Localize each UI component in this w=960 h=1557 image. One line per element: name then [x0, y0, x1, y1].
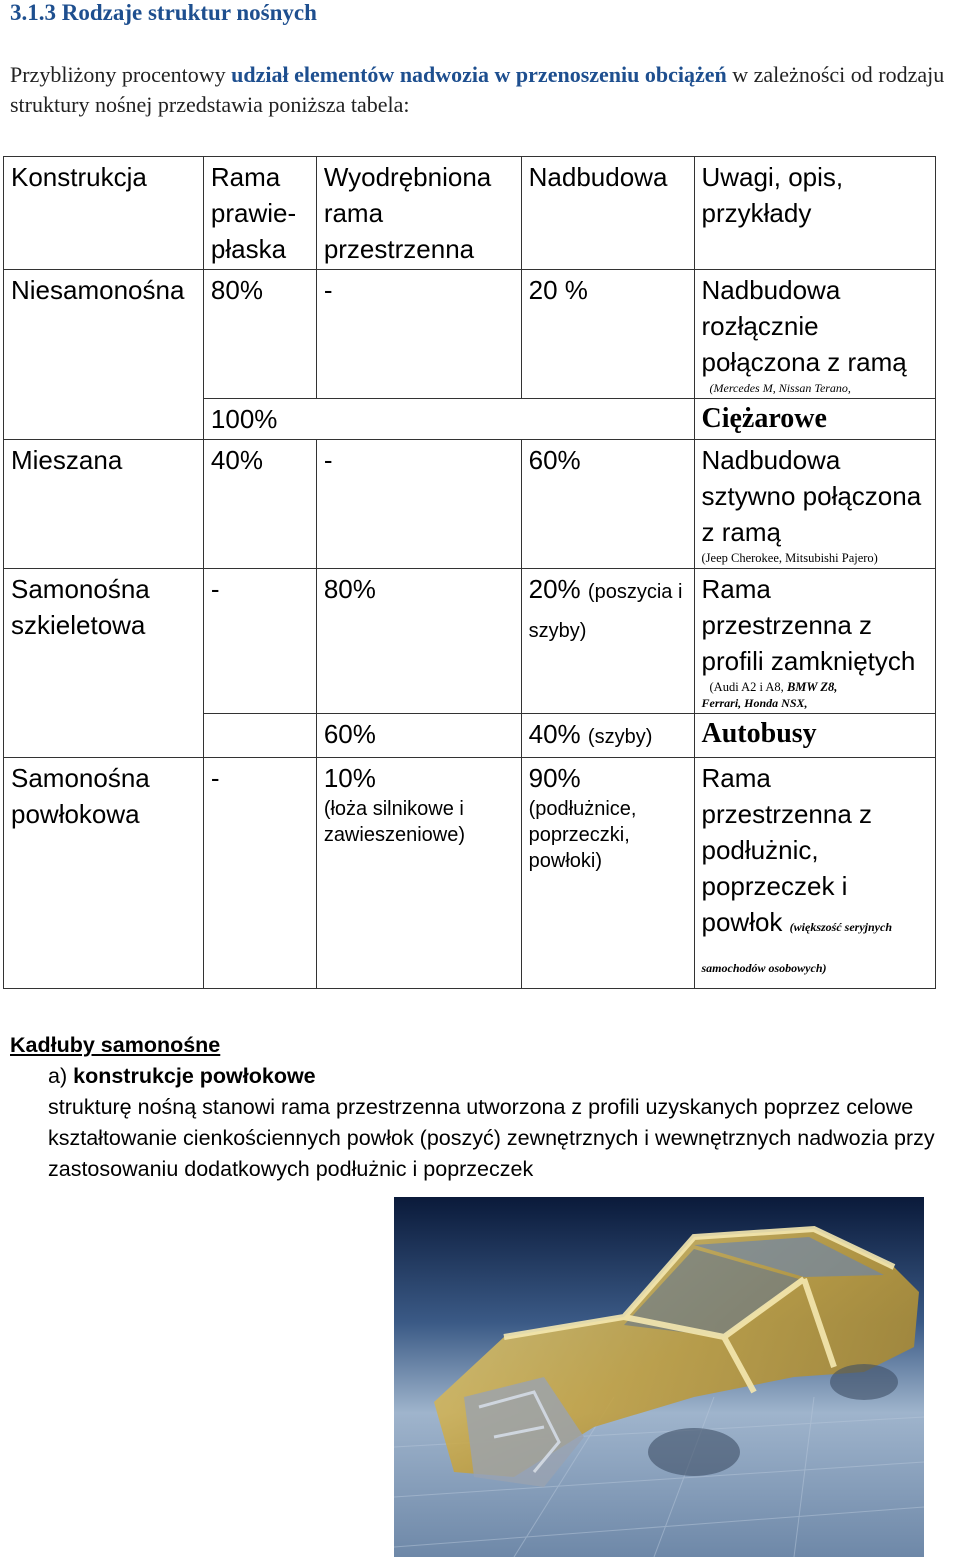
table-header-row [4, 157, 936, 270]
note-part-b: BMW Z8, [786, 680, 838, 694]
cell-nadbudowa [521, 714, 694, 758]
cell-konstrukcja: Samonośna powłokowa [4, 758, 204, 989]
cell-nadbudowa [521, 569, 694, 714]
nadbudowa-sub: (poszycia i szyby) [528, 581, 683, 642]
cell-rama: 100% [203, 399, 694, 440]
car-body-photo [394, 1197, 924, 1557]
uwagi-text: Nadbudowa rozłącznie połączona z ramą [701, 275, 907, 377]
intro-text-2: w zależności od rodzaju struktury nośnej przedstawia poniższa tabela: [10, 62, 945, 117]
section-kadluby [10, 1030, 955, 1185]
uwagi-text: Rama przestrzenna z podłużnic, poprzeczek i powłok [701, 763, 873, 937]
header-uwagi: Uwagi, opis, przykłady [694, 157, 936, 270]
cell-wyodrebniona: - [316, 440, 521, 569]
uwagi-note-2: Ferrari, Honda NSX, [701, 696, 808, 710]
table-row [4, 270, 936, 399]
header-konstrukcja: Konstrukcja [4, 157, 204, 270]
cell-rama-empty [203, 714, 316, 758]
uwagi-note: (większość seryjnych samochodów osobowych) [701, 920, 892, 975]
uwagi-text: Nadbudowa sztywno połączona z ramą [701, 445, 922, 547]
nadbudowa-value: 40% [528, 719, 581, 749]
item-prefix: a) [48, 1064, 68, 1088]
nadbudowa-sub: (podłużnice, poprzeczki, powłoki) [528, 798, 637, 872]
wyodrebniona-value: 10% [323, 763, 376, 793]
header-nadbudowa: Nadbudowa [521, 157, 694, 270]
uwagi-note [702, 679, 929, 695]
uwagi-note: (Jeep Cherokee, Mitsubishi Pajero) [701, 551, 878, 565]
cell-uwagi: Ciężarowe [694, 399, 936, 440]
uwagi-note: (Mercedes M, Nissan Terano, [709, 381, 851, 395]
cell-rama: - [203, 758, 316, 989]
cell-konstrukcja: Niesamonośna [4, 270, 204, 440]
table-row [4, 440, 936, 569]
nadbudowa-value: 20% [528, 574, 581, 604]
section-heading: 3.1.3 Rodzaje struktur nośnych [10, 0, 317, 25]
section-title: Kadłuby samonośne [10, 1033, 221, 1057]
cell-rama: 80% [203, 270, 316, 399]
cell-wyodrebniona: - [316, 270, 521, 399]
nadbudowa-sub: (szyby) [587, 726, 653, 748]
cell-nadbudowa: 60% [521, 440, 694, 569]
cell-rama: - [203, 569, 316, 714]
cell-wyodrebniona: 80% [316, 569, 521, 714]
cell-rama: 40% [203, 440, 316, 569]
note-part-a: (Audi A2 i A8, [709, 680, 787, 694]
cell-nadbudowa [521, 758, 694, 989]
cell-uwagi [694, 270, 936, 399]
uwagi-text: Rama przestrzenna z profili zamkniętych [701, 574, 916, 676]
cell-konstrukcja: Samonośna szkieletowa [4, 569, 204, 758]
cell-uwagi [694, 758, 936, 989]
intro-text-1: Przybliżony procentowy [10, 62, 232, 87]
intro-bold: udział elementów nadwozia w przenoszeniu obciążeń [231, 62, 727, 87]
header-wyodrebniona: Wyodrębniona rama przestrzenna [316, 157, 521, 270]
cell-wyodrebniona: 60% [316, 714, 521, 758]
cell-uwagi [694, 440, 936, 569]
list-item [10, 1061, 955, 1092]
load-share-table [3, 156, 936, 989]
cell-wyodrebniona [316, 758, 521, 989]
intro-paragraph [10, 60, 950, 120]
cell-nadbudowa: 20 % [521, 270, 694, 399]
cell-uwagi: Autobusy [694, 714, 936, 758]
table-row [4, 569, 936, 714]
item-text: konstrukcje powłokowe [73, 1064, 316, 1088]
header-rama: Rama prawie-płaska [203, 157, 316, 270]
nadbudowa-value: 90% [528, 763, 581, 793]
table-row [4, 758, 936, 989]
cell-konstrukcja: Mieszana [4, 440, 204, 569]
cell-uwagi [694, 569, 936, 714]
section-description: strukturę nośną stanowi rama przestrzenna utworzona z profili uzyskanych poprzez celowe kształtowanie cienkościennych powłok (poszyć) zewnętrznych i wewnętrznych nadwozia przy zastosowaniu dodatkowych podłużnic i poprzeczek [48, 1095, 935, 1181]
wyodrebniona-sub: (łoża silnikowe i zawieszeniowe) [323, 798, 465, 846]
